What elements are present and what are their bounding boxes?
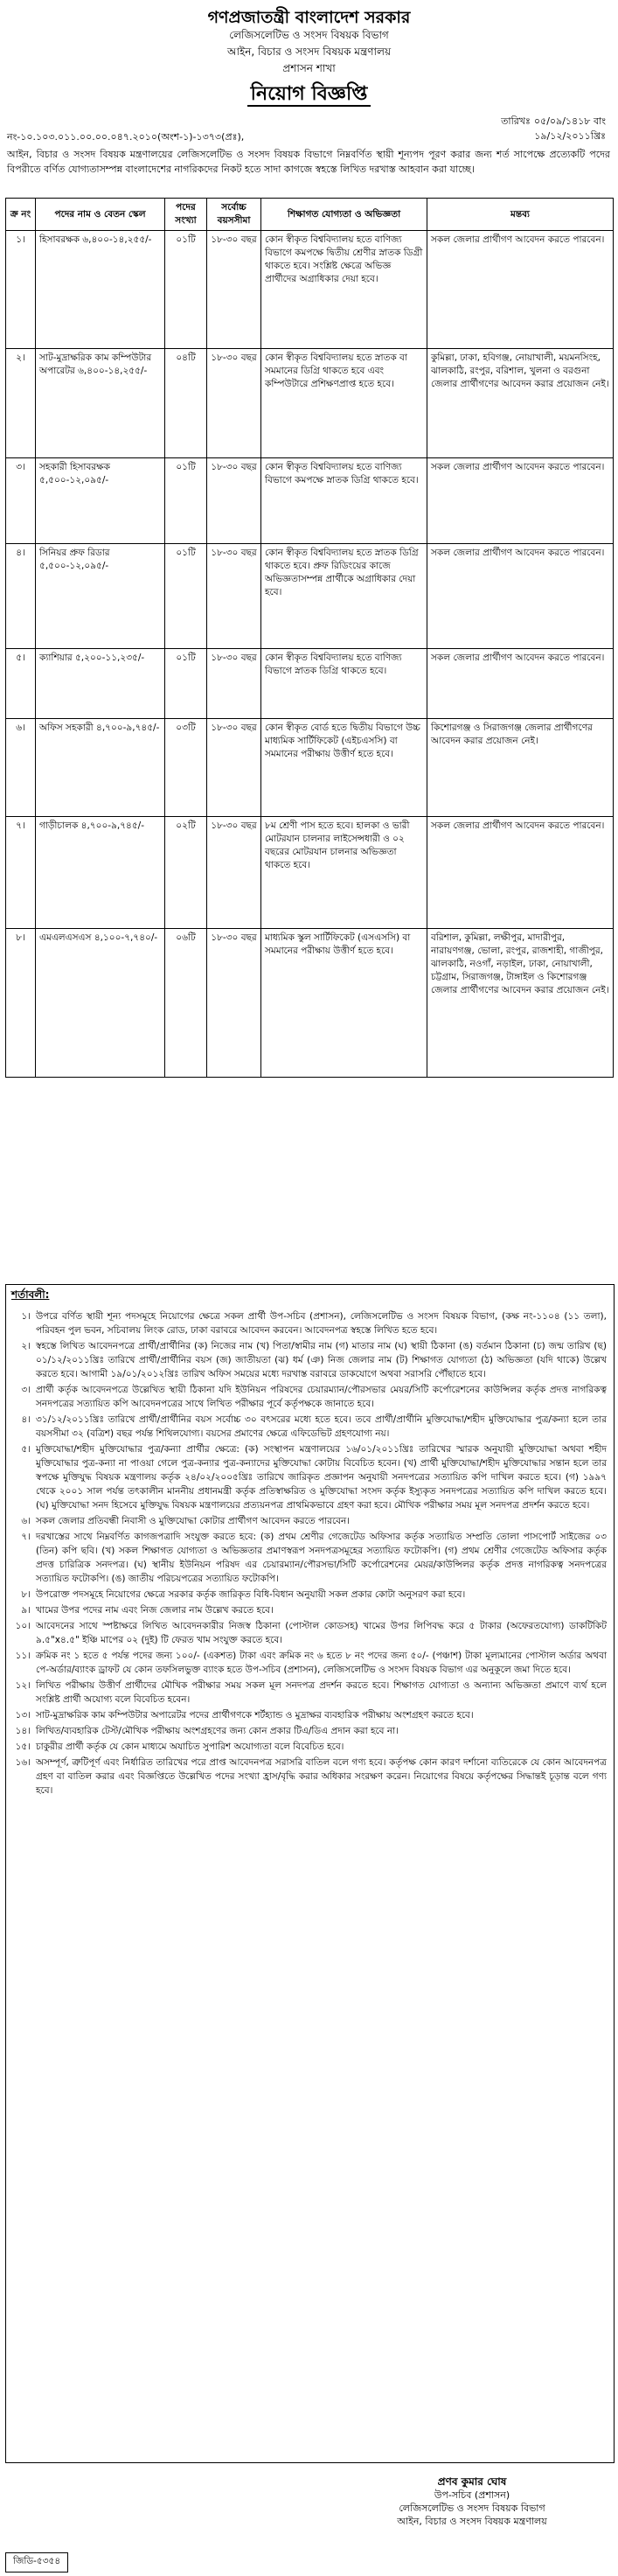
date-bangla: ০৫/০৯/১৪১৮ বাং: [533, 115, 606, 127]
table-row: [6, 231, 614, 349]
condition-number: ৭।: [21, 1532, 31, 1542]
row-age: ১৮-৩০ বছর: [207, 929, 261, 1078]
condition-number: ৫।: [21, 1444, 31, 1455]
row-remark: সকল জেলার প্রার্থীগণ আবেদন করতে পারবেন।: [427, 817, 614, 929]
table-row: [6, 649, 614, 719]
row-serial: ১।: [6, 231, 36, 349]
condition-text: খামের উপর পদের নাম এবং নিজ জেলার নাম উল্লেখ করতে হবে।: [36, 1605, 274, 1616]
row-post: গাড়ীচালক ৪,৭০০-৯,৭৪৫/-: [36, 817, 165, 929]
row-qualification: কোন স্বীকৃত বিশ্ববিদ্যালয় হতে বাণিজ্য বিভাগে কমপক্ষে স্নাতক ডিগ্রি থাকতে হবে।: [261, 458, 427, 544]
row-count: ০১টি: [165, 544, 207, 649]
intro-paragraph: আইন, বিচার ও সংসদ বিষয়ক মন্ত্রণালয়ের লেজিসলেটিভ ও সংসদ বিষয়ক বিভাগে নিম্নবর্ণিত স্থায়ী শূন্যপদ পূরণ করার জন্য শর্ত সাপেক্ষে প্রত্যেকটি পদের বিপরীতে বর্ণিত যোগ্যতাসম্পন্ন বাংলাদেশের নাগরিকদের নিকট হতে সাদা কাগজে স্বহস্তে লিখিত দরখাস্ত আহবান করা যাচ্ছে।: [7, 149, 610, 175]
row-post: অফিস সহকারী ৪,৭০০-৯,৭৪৫/-: [36, 719, 165, 817]
notice-title: [0, 79, 618, 111]
condition-number: ১৬।: [15, 1757, 31, 1768]
table-row: [6, 719, 614, 817]
condition-item: [6, 1724, 614, 1738]
condition-number: ৮।: [21, 1589, 31, 1600]
division-name: লেজিসলেটিভ ও সংসদ বিষয়ক বিভাগ: [229, 29, 389, 41]
condition-number: ১৩।: [15, 1710, 31, 1721]
government-title: গণপ্রজাতন্ত্রী বাংলাদেশ সরকার: [207, 8, 411, 27]
signatory-division: লেজিসলেটিভ ও সংসদ বিষয়ক বিভাগ: [399, 2503, 545, 2514]
row-count: ০৪টি: [165, 349, 207, 458]
signature-block: [350, 2475, 594, 2528]
row-qualification: কোন স্বীকৃত বোর্ড হতে দ্বিতীয় বিভাগে উচ্চ মাধ্যমিক সার্টিফিকেট (এইচএসসি) বা সমমানের পরীক্ষায় উত্তীর্ণ হতে হবে।: [261, 719, 427, 817]
table-row: [6, 458, 614, 544]
row-count: ০৩টি: [165, 719, 207, 817]
row-age: ১৮-৩০ বছর: [207, 544, 261, 649]
condition-item: [6, 1619, 614, 1647]
row-count: ০২টি: [165, 817, 207, 929]
row-age: ১৮-৩০ বছর: [207, 649, 261, 719]
row-qualification: কোন স্বীকৃত বিশ্ববিদ্যালয় হতে বাণিজ্য বিভাগে স্নাতক ডিগ্রি থাকতে হবে।: [261, 649, 427, 719]
row-qualification: ৮ম শ্রেণী পাস হতে হবে। হালকা ও ভারী মোটরযান চালনার লাইসেন্সধারী ও ০২ বছরের মোটরযান চালনার অভিজ্ঞতা থাকতে হবে।: [261, 817, 427, 929]
condition-number: ১৫।: [15, 1742, 31, 1752]
date-block: [431, 114, 606, 143]
condition-text: আবেদনের সাথে স্পষ্টাক্ষরে লিখিত আবেদনকারীর নিজস্ব ঠিকানা (পোস্টাল কোডসহ) খামের উপর লিপিবদ্ধ করে ৫ টাকার (অফেরতযোগ্য) ডাকটিকিট ৯.৫"x৪.৫" ইঞ্চি মাপের ০২ (দুই) টি ফেরত খাম সংযুক্ত করতে হবে।: [36, 1621, 607, 1645]
condition-text: ক্রমিক নং ১ হতে ৫ পর্যন্ত পদের জন্য ১০০/- (একশত) টাকা এবং ক্রমিক নং ৬ হতে ৮ নং পদের জন্য ৫০/- (পঞ্চাশ) টাকা মূল্যমানের পোস্টাল অর্ডার অথবা পে-অর্ডার/ব্যাংক ড্রাফট যে কোন তফসিলভুক্ত ব্যাংক হতে উপ-সচিব (প্রশাসন), লেজিসলেটিভ ও সংসদ বিষয়ক বিভাগ এর অনুকূলে জমা দিতে হবে।: [36, 1651, 607, 1675]
condition-text: সকল জেলার প্রতিবন্ধী নিবাসী ও মুক্তিযোদ্ধা কোটার প্রার্থীগণ আবেদন করতে পারবেন।: [36, 1516, 351, 1526]
row-post: ক্যাশিয়ার ৫,২০০-১১,২৩৫/-: [36, 649, 165, 719]
gd-code: জিডি-৫৩৫৪: [5, 2552, 68, 2573]
condition-text: লিখিত/ব্যবহারিক টেস্ট/মৌখিক পরীক্ষায় অংশগ্রহণের জন্য কোন প্রকার টিএ/ডিএ প্রদান করা হবে না।: [36, 1726, 399, 1736]
col-header-post: পদের নাম ও বেতন স্কেল: [36, 199, 165, 231]
row-serial: ২।: [6, 349, 36, 458]
signatory-name: প্রণব কুমার ঘোষ: [437, 2475, 507, 2488]
signatory-ministry: আইন, বিচার ও সংসদ বিষয়ক মন্ত্রণালয়: [397, 2516, 547, 2527]
row-remark: সকল জেলার প্রার্থীগণ আবেদন করতে পারবেন।: [427, 544, 614, 649]
row-serial: ৭।: [6, 817, 36, 929]
row-remark: সকল জেলার প্রার্থীগণ আবেদন করতে পারবেন।: [427, 458, 614, 544]
condition-item: [6, 1413, 614, 1441]
condition-text: মুক্তিযোদ্ধা/শহীদ মুক্তিযোদ্ধার পুত্র/কন্যা প্রার্থীর ক্ষেত্রে: (ক) সংস্থাপন মন্ত্রণালয়ের ১৬/০১/২০১১খ্রিঃ তারিখের স্মারক অনুযায়ী মুক্তিযোদ্ধা অথবা শহীদ মুক্তিযোদ্ধার পুত্র-কন্যা না পাওয়া গেলে পুত্র-কন্যার পুত্র-কন্যাদের মুক্তিযোদ্ধা কোটায় বিবেচিত হবেন। (খ) প্রার্থী মুক্তিযোদ্ধা/শহীদ মুক্তিযোদ্ধার সন্তান হলে তার স্বপক্ষে মুক্তিযুদ্ধ বিষয়ক মন্ত্রণালয় কর্তৃক ২৪/০২/২০০৫খ্রিঃ তারিখে জারিকৃত প্রজ্ঞাপন অনুযায়ী সনদপত্রের সত্যায়িত কপি দাখিল করতে হবে। (গ) ১৯৯৭ থেকে ২০০১ সাল পর্যন্ত তৎকালীন মাননীয় প্রধানমন্ত্রী কর্তৃক প্রতিস্বাক্ষরিত ও মুক্তিযোদ্ধা সংসদ কর্তৃক ইস্যুকৃত সনদপত্রের সত্যায়িত কপি দাখিল করতে হবে। (ঘ) মুক্তিযোদ্ধা সনদ হিসেবে মুক্তিযুদ্ধ বিষয়ক মন্ত্রণালয়ের প্রত্যয়নপত্র প্রাথমিকভাবে গ্রহণ করা হবে। মৌখিক পরীক্ষার সময় মূল সনদপত্র প্রদর্শন করতে হবে।: [36, 1444, 607, 1511]
table-row: [6, 349, 614, 458]
condition-text: অসম্পূর্ণ, ত্রুটিপূর্ণ এবং নির্ধারিত তারিখের পরে প্রাপ্ত আবেদনপত্র সরাসরি বাতিল বলে গণ্য হবে। কর্তৃপক্ষ কোন কারণ দর্শানো ব্যতিরেকে যে কোন আবেদনপত্র গ্রহণ বা বাতিল করার এবং বিজ্ঞপ্তিতে উল্লেখিত পদের সংখ্যা হ্রাস/বৃদ্ধি করার অধিকার সংরক্ষণ করেন। নিয়োগের বিষয়ে কর্তৃপক্ষের সিদ্ধান্তই চূড়ান্ত বলে গণ্য হবে।: [36, 1757, 607, 1796]
condition-text: প্রার্থী কর্তৃক আবেদনপত্রে উল্লেখিত স্থায়ী ঠিকানা যদি ইউনিয়ন পরিষদের চেয়ারম্যান/পৌরসভার মেয়র/সিটি কর্পোরেশনের কাউন্সিলর কর্তৃক প্রদত্ত নাগরিকত্ব সনদপত্রের সত্যায়িত কপি আবেদনপত্রের সাথে লিখিত পরীক্ষার পূর্বে কর্তৃপক্ষকে জানাতে হবে।: [36, 1385, 607, 1409]
condition-text: স্বহস্তে লিখিত আবেদনপত্রে প্রার্থী/প্রার্থীনির (ক) নিজের নাম (খ) পিতা/স্বামীর নাম (গ) মাতার নাম (ঘ) স্থায়ী ঠিকানা (ঙ) বর্তমান ঠিকানা (চ) জন্ম তারিখ (ছ) ০১/১২/২০১১খ্রিঃ তারিখে প্রার্থী/প্রার্থীনির বয়স (জ) জাতীয়তা (ঝ) ধর্ম (ঞ) নিজ জেলার নাম (ট) শিক্ষাগত যোগ্যতা (ঠ) অভিজ্ঞতা (যদি থাকে) উল্লেখ করতে হবে। আগামী ১৯/০১/২০১২খ্রিঃ তারিখ অফিস সময়ের মধ্যে দরখাস্ত বরাবরে ডাকযোগে অথবা সরাসরি পৌঁছাতে হবে।: [36, 1341, 607, 1379]
condition-number: ৯।: [21, 1605, 31, 1616]
date-label: তারিখঃ: [501, 115, 531, 127]
row-serial: ৪।: [6, 544, 36, 649]
condition-number: ৩।: [21, 1385, 31, 1395]
condition-item: [6, 1756, 614, 1798]
condition-item: [6, 1649, 614, 1677]
branch-name: প্রশাসন শাখা: [282, 62, 336, 74]
condition-item: [6, 1530, 614, 1586]
row-serial: ৮।: [6, 929, 36, 1078]
notice-title-text: নিয়োগ বিজ্ঞপ্তি: [247, 83, 371, 107]
date-english: ১৯/১২/২০১১খ্রিঃ: [534, 130, 606, 142]
condition-item: [6, 1588, 614, 1602]
row-age: ১৮-৩০ বছর: [207, 231, 261, 349]
condition-text: লিখিত পরীক্ষায় উত্তীর্ণ প্রার্থীদের মৌখিক পরীক্ষার সময় সকল মূল সনদপত্র প্রদর্শন করতে হবে। শিক্ষাগত যোগ্যতা ও অন্যান্য অভিজ্ঞতা প্রমাণে ব্যর্থ হলে সংশ্লিষ্ট প্রার্থী অযোগ্য বলে বিবেচিত হবেন।: [36, 1680, 607, 1705]
col-header-serial: ক্র নং: [6, 199, 36, 231]
row-qualification: কোন স্বীকৃত বিশ্ববিদ্যালয় হতে বাণিজ্য বিভাগে কমপক্ষে দ্বিতীয় শ্রেণীর স্নাতক ডিগ্রী থাকতে হবে। সংশ্লিষ্ট ক্ষেত্রে অভিজ্ঞ প্রার্থীদের অগ্রাধিকার দেয়া হবে।: [261, 231, 427, 349]
posts-table: [5, 198, 614, 1078]
row-qualification: কোন স্বীকৃত বিশ্ববিদ্যালয় হতে স্নাতক ডিগ্রি থাকতে হবে। প্রুফ রিডিংয়ের কাজে অভিজ্ঞতাসম্পন্ন প্রার্থীকে অগ্রাধিকার দেয়া হবে।: [261, 544, 427, 649]
row-remark: বরিশাল, কুমিল্লা, লক্ষীপুর, মাদারীপুর, নারায়ণগঞ্জ, ভোলা, রংপুর, রাজশাহী, গাজীপুর, ঝালকাঠি, নওগাঁ, নড়াইল, ঢাকা, নোয়াখালী, চট্টগ্রাম, সিরাজগঞ্জ, টাঙ্গাইল ও কিশোরগঞ্জ জেলার প্রার্থীগণের আবেদন করার প্রয়োজন নেই।: [427, 929, 614, 1078]
condition-item: [6, 1442, 614, 1512]
condition-number: ১।: [21, 1311, 31, 1322]
row-age: ১৮-৩০ বছর: [207, 349, 261, 458]
condition-item: [6, 1603, 614, 1617]
condition-item: [6, 1708, 614, 1722]
condition-number: ১০।: [15, 1621, 31, 1631]
condition-number: ২।: [21, 1341, 31, 1351]
condition-item: [6, 1740, 614, 1754]
condition-number: ৬।: [21, 1516, 31, 1526]
row-count: ০১টি: [165, 649, 207, 719]
table-header-row: [6, 199, 614, 231]
row-remark: সকল জেলার প্রার্থীগণ আবেদন করতে পারবেন।: [427, 231, 614, 349]
col-header-remark: মন্তব্য: [427, 199, 614, 231]
row-post: সাট-মুদ্রাক্ষরিক কাম কম্পিউটার অপারেটর ৬,৪০০-১৪,২৫৫/-: [36, 349, 165, 458]
condition-text: সাট-মুদ্রাক্ষরিক কাম কম্পিউটার অপারেটর পদের প্রার্থীগণকে শর্টহ্যান্ড ও মুদ্রাক্ষর ব্যবহারিক পরীক্ষায় অংশগ্রহণ করতে হবে।: [36, 1710, 474, 1721]
row-age: ১৮-৩০ বছর: [207, 719, 261, 817]
row-qualification: কোন স্বীকৃত বিশ্ববিদ্যালয় হতে স্নাতক বা সমমানের ডিগ্রি থাকতে হবে এবং কম্পিউটারে প্রশিক্ষণপ্রাপ্ত হতে হবে।: [261, 349, 427, 458]
condition-text: দরখাস্তের সাথে নিম্নবর্ণিত কাগজপত্রাদি সংযুক্ত করতে হবে: (ক) প্রথম শ্রেণীর গেজেটেড অফিসার কর্তৃক সত্যায়িত সম্প্রতি তোলা পাসপোর্ট সাইজের ০৩ (তিন) কপি ছবি। (খ) সকল শিক্ষাগত যোগ্যতা ও অভিজ্ঞতার প্রমাণস্বরূপ সনদপত্রসমূহের সত্যায়িত ফটোকপি। (গ) প্রথম শ্রেণীর গেজেটেড অফিসার কর্তৃক প্রদত্ত চারিত্রিক সনদপত্র। (ঘ) স্থানীয় ইউনিয়ন পরিষদ এর চেয়ারম্যান/পৌরসভা/সিটি কর্পোরেশনের মেয়র/কাউন্সিলর কর্তৃক প্রদত্ত নাগরিকত্ব সনদপত্রের সত্যায়িত ফটোকপি। (ঙ) জাতীয় পরিচয়পত্রের সত্যায়িত ফটোকপি।: [36, 1532, 607, 1584]
table-row: [6, 929, 614, 1078]
row-count: ০১টি: [165, 458, 207, 544]
col-header-count: পদের সংখ্যা: [165, 199, 207, 231]
condition-item: [6, 1679, 614, 1707]
signatory-designation: উপ-সচিব (প্রশাসন): [434, 2489, 510, 2501]
row-serial: ৩।: [6, 458, 36, 544]
row-post: সহকারী হিসাবরক্ষক ৫,৫০০-১২,০৯৫/-: [36, 458, 165, 544]
row-post: হিসাবরক্ষক ৬,৪০০-১৪,২৫৫/-: [36, 231, 165, 349]
row-age: ১৮-৩০ বছর: [207, 817, 261, 929]
row-remark: কিশোরগঞ্জ ও সিরাজগঞ্জ জেলার প্রার্থীগণের আবেদন করার প্রয়োজন নেই।: [427, 719, 614, 817]
col-header-qualification: শিক্ষাগত যোগ্যতা ও অভিজ্ঞতা: [261, 199, 427, 231]
ministry-name: আইন, বিচার ও সংসদ বিষয়ক মন্ত্রণালয়: [226, 45, 392, 58]
condition-text: ৩১/১২/২০১১খ্রিঃ তারিখে প্রার্থী/প্রার্থীনির বয়স সর্বোচ্চ ৩০ বৎসরের মধ্যে হতে হবে। তবে প্রার্থী/প্রার্থীনি মুক্তিযোদ্ধা/শহীদ মুক্তিযোদ্ধার পুত্র/কন্যা হলে তার বয়সসীমা ৩২ (বত্রিশ) বছর পর্যন্ত শিথিলযোগ্য। বয়সের প্রমাণের ক্ষেত্রে এফিডেভিট গ্রহণযোগ্য নয়।: [36, 1414, 607, 1439]
row-remark: সকল জেলার প্রার্থীগণ আবেদন করতে পারবেন।: [427, 649, 614, 719]
condition-number: ১২।: [15, 1680, 31, 1691]
table-row: [6, 544, 614, 649]
condition-text: চাকুরীর প্রার্থী কর্তৃক যে কোন মাধ্যমে অযাচিত সুপারিশ অযোগ্যতা বলে বিবেচিত হবে।: [36, 1742, 344, 1752]
condition-item: [6, 1514, 614, 1528]
row-count: ০৬টি: [165, 929, 207, 1078]
condition-text: উপরে বর্ণিত স্থায়ী শূন্য পদসমূহে নিয়োগের ক্ষেত্রে সকল প্রার্থী উপ-সচিব (প্রশাসন), লেজিসলেটিভ ও সংসদ বিষয়ক বিভাগ, (কক্ষ নং-১১০৪ (১১ তলা), পরিবহন পুল ভবন, সচিবালয় লিংক রোড, ঢাকা বরাবরে আবেদন করবেন। আবেদনপত্র স্বহস্তে লিখিত হতে হবে।: [36, 1311, 607, 1336]
memo-number: নং-১০.১০৩.০১১.০০.০০.০৪৭.২০১০(অংশ-১)-১৩৭৩(প্রঃ),: [7, 131, 245, 143]
row-post: সিনিয়র প্রুফ রিডার ৫,৫০০-১২,০৯৫/-: [36, 544, 165, 649]
condition-item: [6, 1309, 614, 1337]
condition-item: [6, 1383, 614, 1411]
col-header-age: সর্বোচ্চ বয়সসীমা: [207, 199, 261, 231]
row-serial: ৫।: [6, 649, 36, 719]
row-qualification: মাধ্যমিক স্কুল সার্টিফিকেট (এসএসসি) বা সমমানের পরীক্ষায় উত্তীর্ণ হতে হবে।: [261, 929, 427, 1078]
condition-number: ১৪।: [15, 1726, 31, 1736]
row-age: ১৮-৩০ বছর: [207, 458, 261, 544]
condition-item: [6, 1339, 614, 1381]
condition-number: ৪।: [21, 1414, 31, 1425]
row-count: ০১টি: [165, 231, 207, 349]
condition-number: ১১।: [15, 1651, 31, 1661]
row-post: এমএলএসএস ৪,১০০-৭,৭৪০/-: [36, 929, 165, 1078]
row-remark: কুমিল্লা, ঢাকা, হবিগঞ্জ, নোয়াখালী, ময়মনসিংহ, ঝালকাঠি, রংপুর, বরিশাল, খুলনা ও বরগুনা জেলার প্রার্থীগণের আবেদন করার প্রয়োজন নেই।: [427, 349, 614, 458]
row-serial: ৬।: [6, 719, 36, 817]
table-row: [6, 817, 614, 929]
conditions-title: শর্তাবলী:: [11, 1288, 50, 1301]
condition-text: উপরোক্ত পদসমূহে নিয়োগের ক্ষেত্রে সরকার কর্তৃক জারিকৃত বিধি-বিধান অনুযায়ী সকল প্রকার কোটা অনুসরণ করা হবে।: [36, 1589, 466, 1600]
conditions-section: [5, 1284, 615, 2463]
